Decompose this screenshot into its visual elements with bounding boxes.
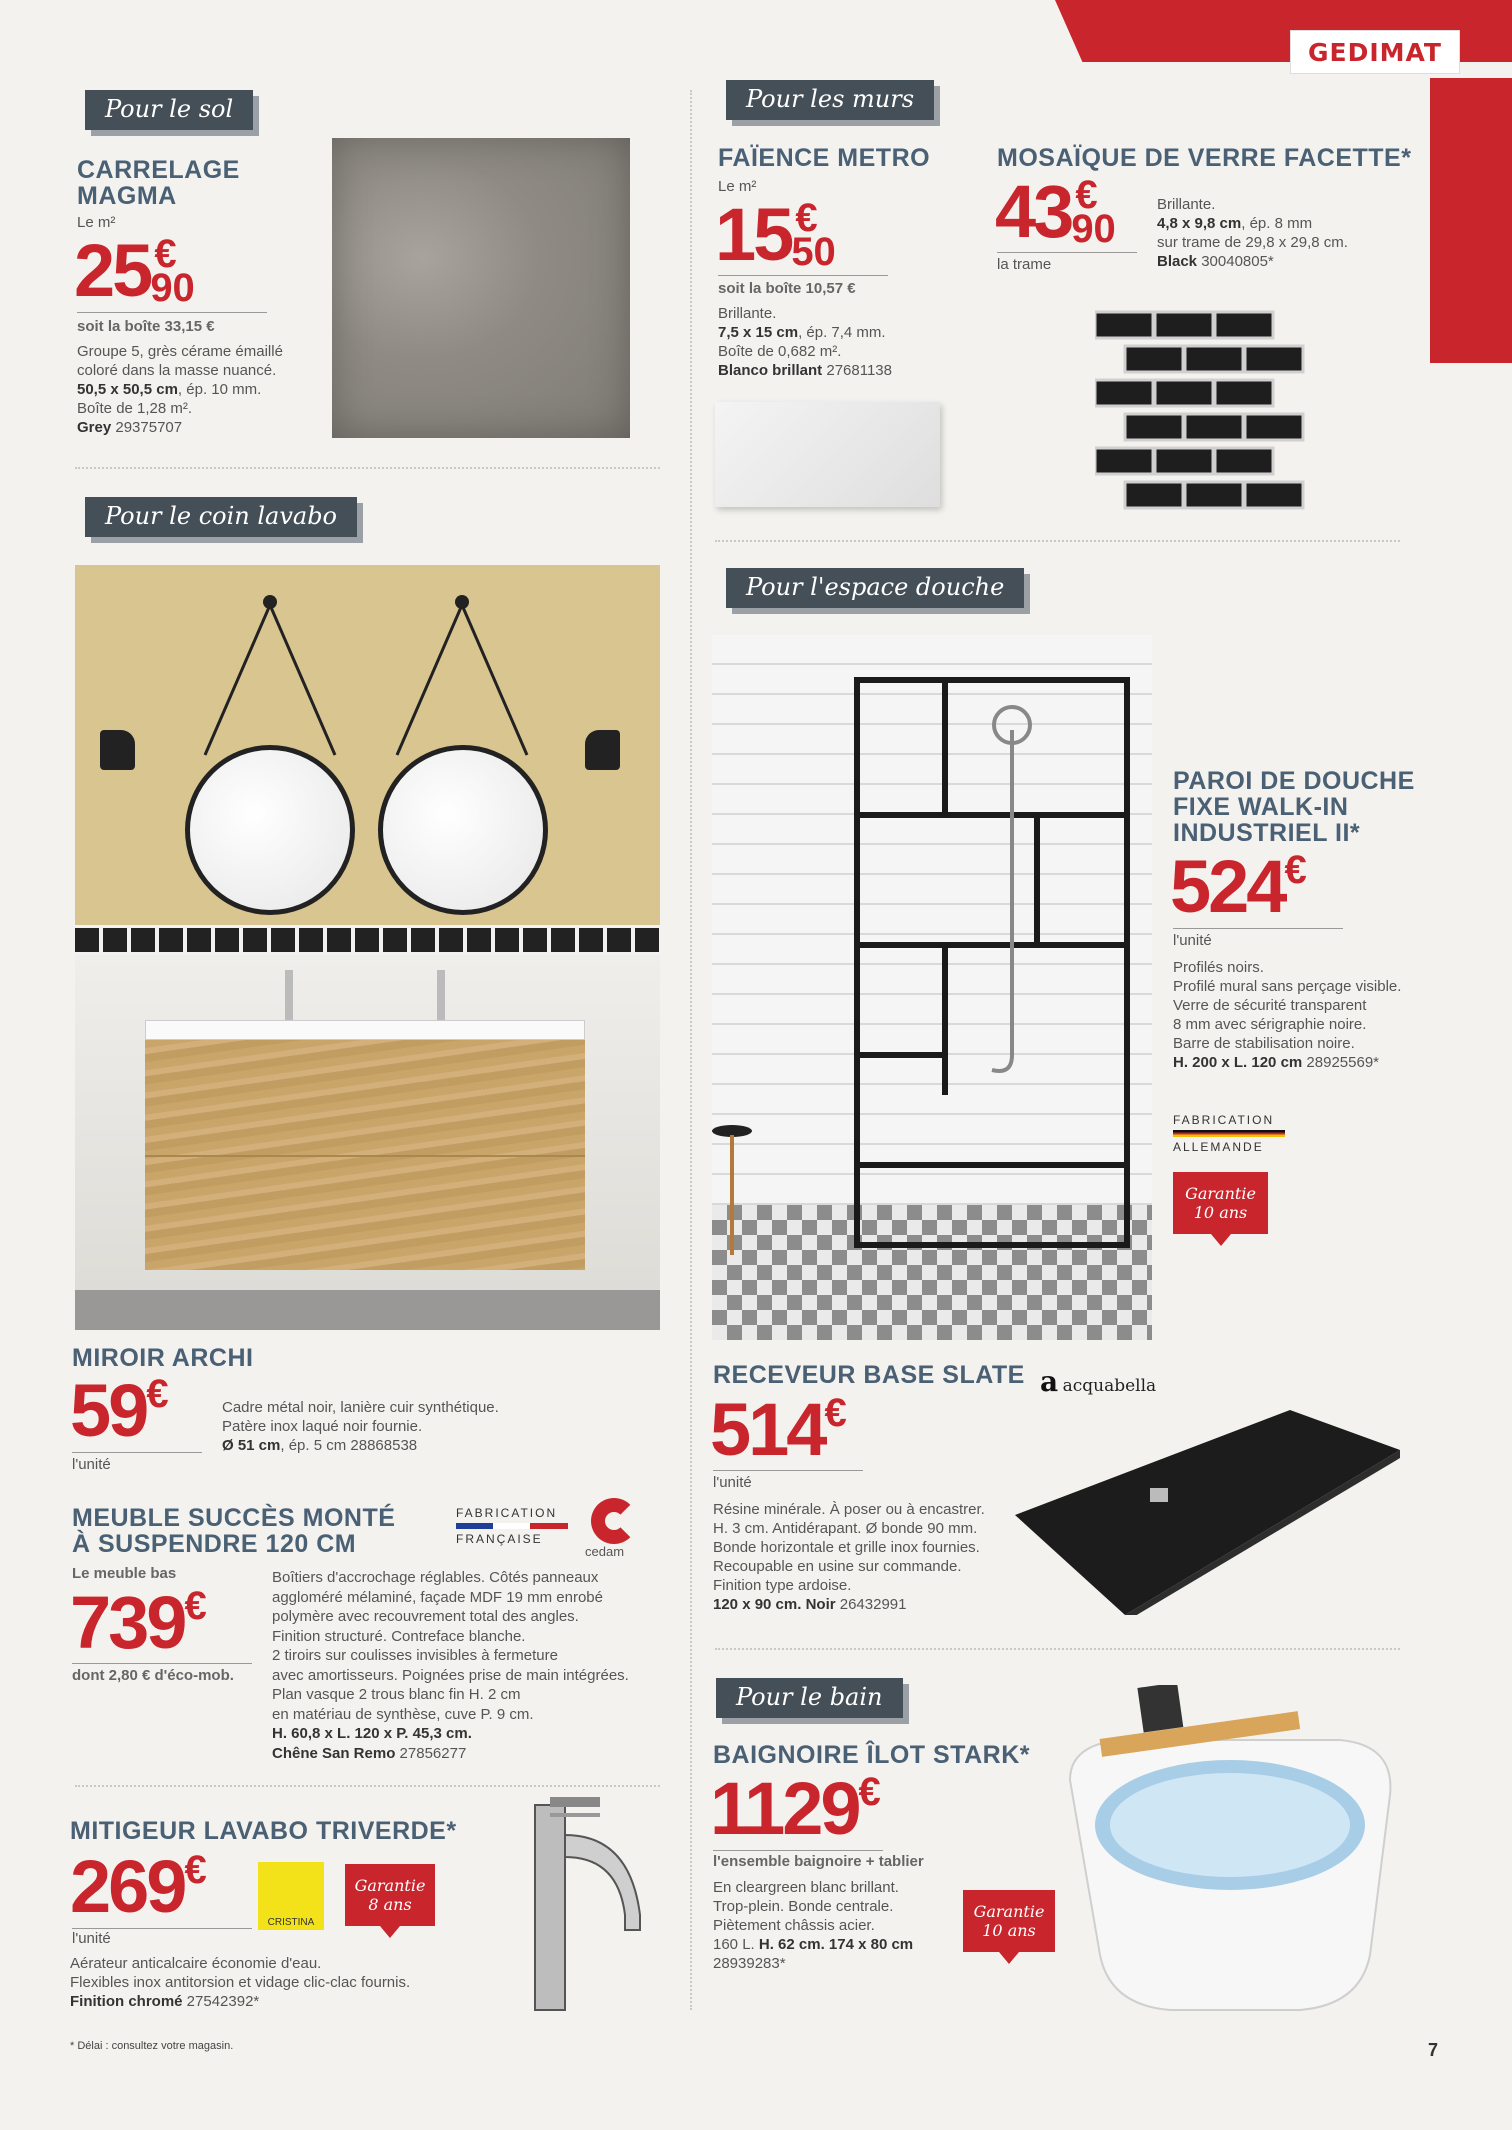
paroi-fabrication-label: FABRICATION ALLEMANDE (1173, 1112, 1285, 1155)
divider-meuble (75, 1785, 660, 1787)
meuble-price-rule (72, 1663, 252, 1664)
section-tag-murs: Pour les murs (726, 80, 934, 120)
carrelage-description: Groupe 5, grès cérame émaillé coloré dans la masse nuancé. 50,5 x 50,5 cm, ép. 10 mm. Boîte de 1,28 m². Grey 29375707 (77, 343, 283, 436)
baignoire-price: 1129€ (710, 1767, 881, 1850)
paroi-title-line1: PAROI DE DOUCHE (1173, 767, 1415, 795)
faience-tile-image (715, 402, 940, 507)
carrelage-title-line1: CARRELAGE (77, 156, 240, 184)
baignoire-unit: l'ensemble baignoire + tablier (713, 1853, 924, 1870)
mitigeur-price: 269€ (70, 1845, 207, 1928)
carrelage-price-int: 25 (74, 229, 151, 312)
baignoire-image (1060, 1685, 1400, 2020)
mitigeur-unit: l'unité (72, 1930, 111, 1947)
miroir-description: Cadre métal noir, lanière cuir synthétique. Patère inox laqué noir fournie. Ø 51 cm, ép. 5 cm 28868538 (222, 1399, 499, 1454)
carrelage-price-cents: 90 (150, 266, 195, 310)
paroi-title-line2: FIXE WALK-IN (1173, 793, 1349, 821)
mosaique-description: Brillante. 4,8 x 9,8 cm, ép. 8 mm sur trame de 29,8 x 29,8 cm. Black 30040805* (1157, 196, 1348, 270)
carrelage-unit: Le m² (77, 214, 116, 231)
mosaique-price: 43 € 90 (995, 170, 1116, 253)
carrelage-title-line2: MAGMA (77, 182, 177, 210)
footnote: * Délai : consultez votre magasin. (70, 2040, 234, 2052)
mitigeur-price-rule (72, 1928, 252, 1929)
faience-price: 15 € 50 (715, 193, 836, 276)
baignoire-description: En cleargreen blanc brillant. Trop-plein. Bonde centrale. Piètement châssis acier. 160 L. H. 62 cm. 174 x 80 cm 28939283* (713, 1879, 914, 1972)
faience-price-rule (718, 275, 888, 276)
mitigeur-faucet-image (490, 1795, 670, 2015)
paroi-title-line3: INDUSTRIEL II* (1173, 819, 1361, 847)
cristina-logo: CRISTINA (258, 1862, 324, 1930)
receveur-price-rule (713, 1470, 863, 1471)
baignoire-title: BAIGNOIRE ÎLOT STARK* (713, 1741, 1030, 1769)
meuble-price: 739€ (70, 1581, 207, 1664)
paroi-garantie-badge: Garantie 10 ans (1173, 1172, 1268, 1234)
meuble-title-line2: À SUSPENDRE 120 CM (72, 1530, 357, 1558)
faience-box-price: soit la boîte 10,57 € (718, 280, 856, 297)
brand-logo: GEDIMAT (1308, 38, 1442, 67)
page-number: 7 (1428, 2040, 1439, 2060)
meuble-fabrication-label: FABRICATION FRANÇAISE (456, 1505, 568, 1547)
baignoire-price-rule (713, 1850, 883, 1851)
receveur-title: RECEVEUR BASE SLATE (713, 1361, 1025, 1389)
mitigeur-description: Aérateur anticalcaire économie d'eau. Flexibles inox antitorsion et vidage clic-clac fournis. Finition chromé 27542392* (70, 1955, 411, 2010)
miroir-unit: l'unité (72, 1456, 111, 1473)
column-divider (690, 90, 692, 2010)
miroir-price: 59€ (70, 1369, 169, 1452)
paroi-description: Profilés noirs. Profilé mural sans perçage visible. Verre de sécurité transparent 8 mm avec sérigraphie noire. Barre de stabilisation noire. H. 200 x L. 120 cm 28925569* (1173, 959, 1402, 1071)
mosaique-image (1095, 310, 1330, 510)
acquabella-logo-icon: a (1040, 1365, 1059, 1398)
mitigeur-garantie-badge: Garantie 8 ans (345, 1864, 435, 1926)
meuble-description: Boîtiers d'accrochage réglables. Côtés panneaux aggloméré mélaminé, façade MDF 19 mm enrobé polymère avec recouvrement total des angles. Finition structuré. Contreface blanche. 2 tiroirs sur coulisses invisibles à fermeture avec amortisseurs. Poignées prise de main intégrées. Plan vasque 2 trous blanc fin H. 2 cm en matériau de synthèse, cuve P. 9 cm. H. 60,8 x L. 120 x P. 45,3 cm. Chêne San Remo 27856277 (272, 1569, 629, 1762)
section-tag-sol: Pour le sol (85, 90, 253, 130)
lavabo-photo (75, 565, 660, 1330)
receveur-image (1015, 1400, 1400, 1615)
receveur-description: Résine minérale. À poser ou à encastrer. H. 3 cm. Antidérapant. Ø bonde 90 mm. Bonde horizontale et grille inox fournies. Recoupable en usine sur commande. Finition type ardoise. 120 x 90 cm. Noir 26432991 (713, 1501, 985, 1613)
miroir-title: MIROIR ARCHI (72, 1344, 254, 1372)
mosaique-unit: la trame (997, 256, 1052, 273)
paroi-price: 524€ (1170, 845, 1307, 928)
mosaique-title: MOSAÏQUE DE VERRE FACETTE* (997, 144, 1412, 172)
meuble-unit: Le meuble bas (72, 1565, 177, 1582)
cedam-logo: cedam (585, 1498, 655, 1558)
douche-photo (712, 635, 1152, 1340)
carrelage-tile-image (332, 138, 630, 438)
section-tag-bain: Pour le bain (716, 1678, 903, 1718)
faience-unit: Le m² (718, 178, 757, 195)
carrelage-price-rule (77, 312, 267, 313)
receveur-unit: l'unité (713, 1474, 752, 1491)
meuble-title-line1: MEUBLE SUCCÈS MONTÉ (72, 1504, 396, 1532)
divider-receveur (715, 1648, 1400, 1650)
right-red-tab (1430, 78, 1512, 363)
mosaique-price-rule (997, 252, 1137, 253)
faience-description: Brillante. 7,5 x 15 cm, ép. 7,4 mm. Boîte de 0,682 m². Blanco brillant 27681138 (718, 305, 892, 379)
paroi-unit: l'unité (1173, 932, 1212, 949)
meuble-eco-mob: dont 2,80 € d'éco-mob. (72, 1667, 234, 1684)
divider-sol (75, 467, 660, 469)
divider-murs (715, 540, 1400, 542)
carrelage-price: 25 € 90 (74, 229, 195, 312)
section-tag-lavabo: Pour le coin lavabo (85, 497, 357, 537)
miroir-price-rule (72, 1452, 202, 1453)
section-tag-douche: Pour l'espace douche (726, 568, 1024, 608)
carrelage-box-price: soit la boîte 33,15 € (77, 318, 215, 335)
faience-title: FAÏENCE METRO (718, 144, 931, 172)
receveur-price: 514€ (710, 1388, 847, 1471)
paroi-price-rule (1173, 928, 1343, 929)
mitigeur-title: MITIGEUR LAVABO TRIVERDE* (70, 1817, 457, 1845)
baignoire-garantie-badge: Garantie 10 ans (963, 1890, 1055, 1952)
acquabella-logo: a acquabella (1040, 1365, 1157, 1398)
